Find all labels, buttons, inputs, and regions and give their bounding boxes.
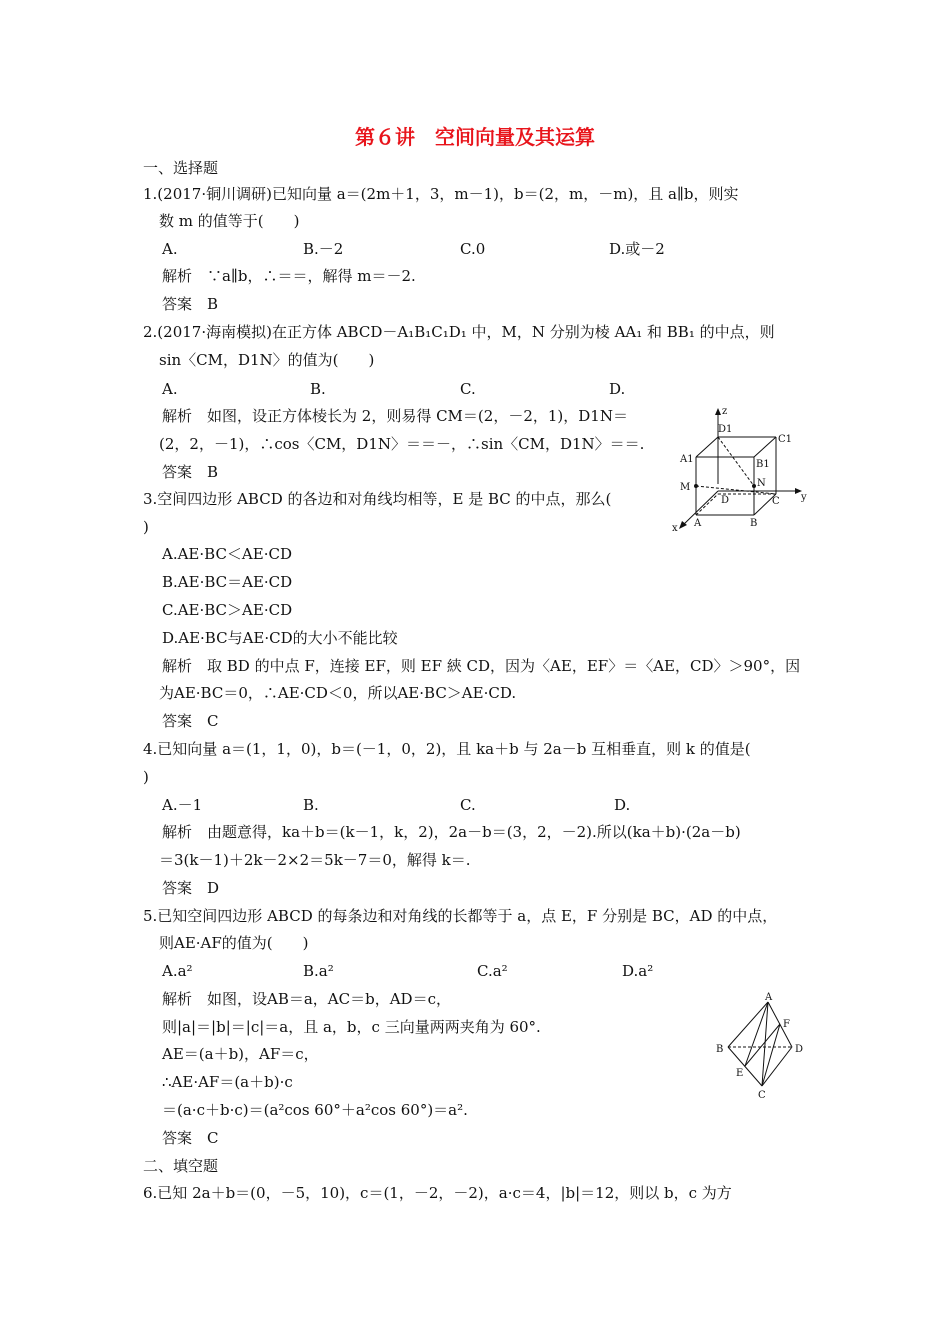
q5-analysis-line4: ∴AE·AF＝(a＋b)·c [162,1073,293,1091]
q2-analysis-line2: (2，2，－1)，∴cos〈CM，D1N〉＝＝－，∴sin〈CM，D1N〉＝＝. [159,435,645,453]
q4-stem-line2: ) [143,768,149,786]
vertex-a-label: A [694,518,702,529]
q1-stem-line1: 1.(2017·铜川调研)已知向量 a＝(2m＋1，3，m－1)，b＝(2，m，－m)，且 a∥b，则实 [143,185,739,203]
q4-option-c: C. [460,796,476,814]
q1-option-b: B.－2 [303,240,344,258]
section-fill-heading: 二、填空题 [143,1157,219,1175]
q5-option-c: C.a² [477,962,508,980]
q3-option-d: D.AE·BC与AE·CD的大小不能比较 [162,629,398,647]
q3-analysis-line1: 解析 取 BD 的中点 F，连接 EF，则 EF 綊 CD，因为〈AE，EF〉＝〈AE，CD〉＞90°，因 [162,657,801,675]
q3-option-a: A.AE·BC＜AE·CD [162,545,292,563]
tetra-point-f-label: F [783,1019,790,1030]
q3-answer: 答案 C [162,712,219,730]
section-choice-heading: 一、选择题 [143,159,219,177]
q5-option-a: A.a² [162,962,193,980]
tetra-vertex-d-label: D [795,1044,804,1055]
tetra-vertex-c-label: C [758,1090,766,1101]
q2-analysis-line1: 解析 如图，设正方体棱长为 2，则易得 CM＝(2，－2，1)，D1N＝ [162,407,628,425]
q2-option-c: C. [460,380,476,398]
axis-x-label: x [672,523,678,534]
vertex-b-label: B [750,518,758,529]
q3-stem-line1: 3.空间四边形 ABCD 的各边和对角线均相等，E 是 BC 的中点，那么( [143,490,612,508]
q1-option-d: D.或－2 [609,240,665,258]
tetra-vertex-b-label: B [716,1044,724,1055]
vertex-a1-label: A1 [680,454,694,465]
q1-option-a: A. [162,240,178,258]
cube-figure [668,402,818,534]
tetra-point-e-label: E [736,1068,744,1079]
q5-option-d: D.a² [622,962,654,980]
q5-analysis-line1: 解析 如图，设AB＝a，AC＝b，AD＝c， [162,990,451,1008]
q1-stem-line2: 数 m 的值等于( ) [159,212,300,230]
q5-analysis-line3: AE＝(a＋b)，AF＝c， [162,1045,319,1063]
q2-stem-line2: sin〈CM，D1N〉的值为( ) [159,351,375,369]
q2-option-a: A. [162,380,178,398]
q3-option-b: B.AE·BC＝AE·CD [162,573,293,591]
q5-analysis-line5: ＝(a·c＋b·c)＝(a²cos 60°＋a²cos 60°)＝a². [162,1101,468,1119]
q4-option-a: A.－1 [162,796,203,814]
vertex-b1-label: B1 [756,459,770,470]
point-m-label: M [680,482,691,493]
q4-analysis-line1: 解析 由题意得，ka＋b＝(k－1，k，2)，2a－b＝(3，2，－2).所以(ka＋b)·(2a－b) [162,823,741,841]
q4-answer: 答案 D [162,879,220,897]
vertex-d-label: D [721,495,730,506]
q2-option-d: D. [609,380,626,398]
tetrahedron-figure [712,990,812,1102]
q5-analysis-line2: 则|a|＝|b|＝|c|＝a，且 a，b，c 三向量两两夹角为 60°. [162,1018,541,1036]
q2-stem-line1: 2.(2017·海南模拟)在正方体 ABCD－A₁B₁C₁D₁ 中，M，N 分别为棱 AA₁ 和 BB₁ 的中点，则 [143,323,775,341]
q1-option-c: C.0 [460,240,486,258]
q1-answer: 答案 B [162,295,219,313]
point-n-label: N [757,478,766,489]
axis-z-label: z [722,406,728,417]
vertex-d1-label: D1 [718,424,733,435]
tetra-vertex-a-label: A [765,992,773,1003]
q6-stem-line1: 6.已知 2a＋b＝(0，－5，10)，c＝(1，－2，－2)，a·c＝4，|b|＝12，则以 b，c 为方 [143,1184,732,1202]
q3-option-c: C.AE·BC＞AE·CD [162,601,293,619]
vertex-c-label: C [772,496,780,507]
q4-option-d: D. [614,796,631,814]
q5-stem-line2: 则AE·AF的值为( ) [159,934,309,952]
q5-stem-line1: 5.已知空间四边形 ABCD 的每条边和对角线的长都等于 a，点 E，F 分别是 BC，AD 的中点， [143,907,778,925]
q4-analysis-line2: ＝3(k－1)＋2k－2×2＝5k－7＝0，解得 k＝. [159,851,471,869]
q5-option-b: B.a² [303,962,334,980]
q4-option-b: B. [303,796,319,814]
axis-y-label: y [801,492,807,503]
q5-answer: 答案 C [162,1129,219,1147]
vertex-c1-label: C1 [778,434,793,445]
q2-answer: 答案 B [162,463,219,481]
q4-stem-line1: 4.已知向量 a＝(1，1，0)，b＝(－1，0，2)，且 ka＋b 与 2a－b 互相垂直，则 k 的值是( [143,740,751,758]
q2-option-b: B. [310,380,326,398]
q3-stem-line2: ) [143,518,149,536]
q1-analysis: 解析 ∵a∥b，∴＝＝，解得 m＝－2. [162,267,416,285]
q3-analysis-line2: 为AE·BC＝0，∴AE·CD＜0，所以AE·BC＞AE·CD. [159,684,517,702]
page-title: 第６讲 空间向量及其运算 [355,125,595,149]
